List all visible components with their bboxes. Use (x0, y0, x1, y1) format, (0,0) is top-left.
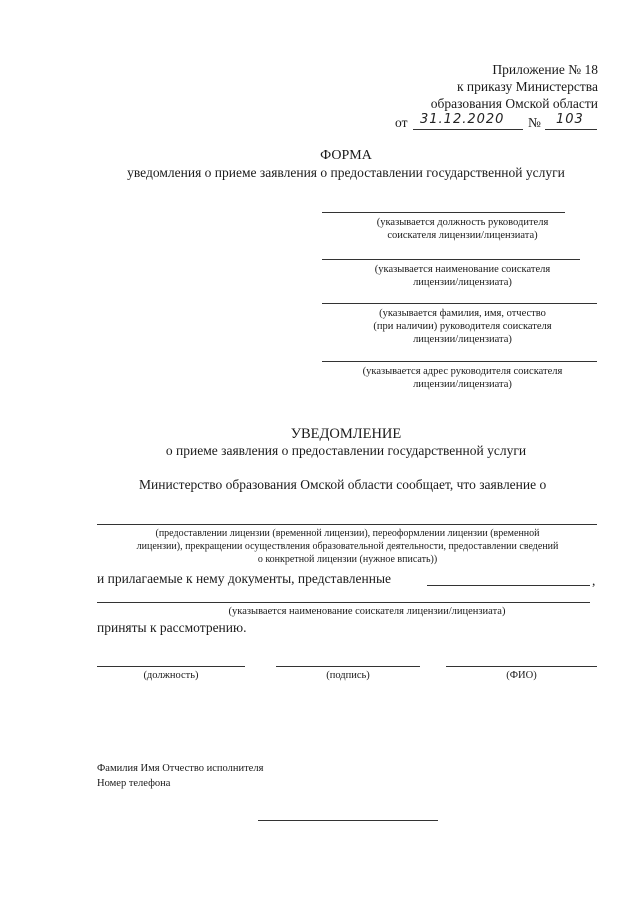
applicant-hint: (указывается наименование соискателя лицензии/лицензиата) (228, 606, 506, 617)
executor-phone: Номер телефона (97, 778, 171, 789)
form-title: ФОРМА (320, 148, 372, 163)
comma: , (592, 573, 596, 588)
documents-text: и прилагаемые к нему документы, представленные (97, 571, 392, 586)
bottom-separator (258, 820, 438, 821)
applicant-line (97, 602, 590, 603)
date-prefix: от (395, 115, 408, 130)
head-fio-hint: (указывается фамилия, имя, отчество (при наличии) руководителя соискателя лицензии/лицензиата) (373, 308, 552, 345)
order-label: к приказу Министерства (456, 79, 598, 94)
date-underline (413, 129, 523, 130)
applicant-name-hint: (указывается наименование соискателя лицензии/лицензиата) (374, 264, 551, 288)
fio-signature-line (446, 666, 597, 667)
form-subtitle: уведомления о приеме заявления о предоставлении государственной услуги (127, 165, 565, 180)
accepted-text: приняты к рассмотрению. (97, 620, 247, 635)
order-number: 103 (556, 112, 584, 127)
fio-caption: (ФИО) (506, 670, 537, 681)
notice-intro: Министерство образования Омской области сообщает, что заявление о (139, 477, 547, 492)
order-date: 31.12.2020 (420, 112, 505, 127)
position-hint: (указывается должность руководителя соискателя лицензии/лицензиата) (376, 217, 549, 241)
appendix-label: Приложение № 18 (492, 62, 598, 77)
number-prefix: № (528, 115, 541, 130)
number-underline (545, 129, 597, 130)
applicant-name-line (322, 259, 580, 260)
signature-line (276, 666, 420, 667)
action-line (97, 524, 597, 525)
position-caption: (должность) (143, 670, 199, 681)
action-hint: (предоставлении лицензии (временной лицензии), переоформлении лицензии (временной лицензии), прекращении осуществления образовательной деятельности, предоставлении сведений о конкретной лицензии (нужное вписать)) (136, 528, 559, 565)
head-address-line (322, 361, 597, 362)
ministry-label: образования Омской области (430, 96, 598, 111)
notice-subtitle: о приеме заявления о предоставлении государственной услуги (165, 443, 527, 458)
notice-title: УВЕДОМЛЕНИЕ (290, 426, 402, 442)
signature-caption: (подпись) (326, 670, 370, 681)
head-address-hint: (указывается адрес руководителя соискателя лицензии/лицензиата) (362, 366, 563, 390)
position-signature-line (97, 666, 245, 667)
submitted-by-line (427, 585, 590, 586)
position-line (322, 212, 565, 213)
head-fio-line (322, 303, 597, 304)
executor-name: Фамилия Имя Отчество исполнителя (97, 763, 264, 774)
